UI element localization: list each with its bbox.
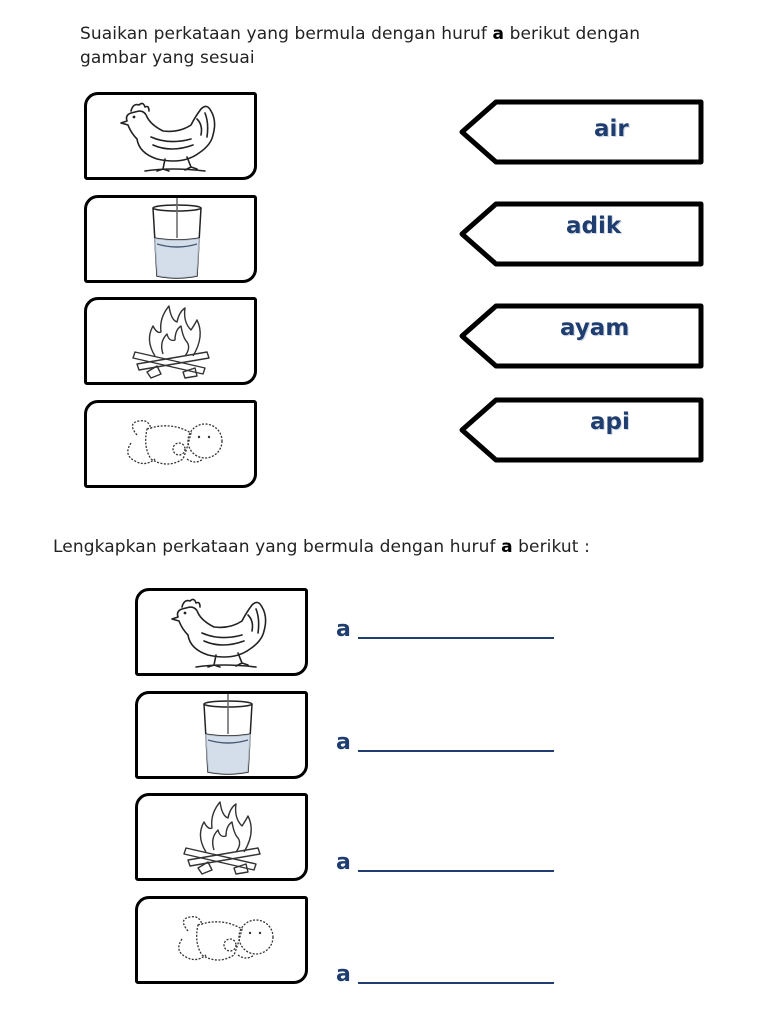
baby-icon bbox=[138, 899, 305, 981]
answer-blank[interactable] bbox=[358, 982, 554, 984]
instruction-letter: a bbox=[492, 24, 505, 44]
picture-card-baby[interactable] bbox=[84, 400, 257, 488]
instruction-text-end: berikut : bbox=[512, 537, 590, 557]
baby-icon bbox=[87, 403, 254, 485]
prefix-letter: a bbox=[336, 850, 351, 875]
instruction-text: Suaikan perkataan yang bermula dengan huruf bbox=[80, 24, 493, 44]
prefix-letter: a bbox=[336, 962, 351, 987]
picture-card-fire bbox=[135, 793, 308, 881]
instruction-letter: a bbox=[501, 537, 513, 557]
picture-card-chicken[interactable] bbox=[84, 92, 257, 180]
campfire-icon bbox=[138, 796, 305, 878]
word-label: api bbox=[590, 409, 630, 435]
word-label: ayam bbox=[560, 315, 630, 341]
word-tag-1[interactable] bbox=[458, 99, 704, 165]
word-label: adik bbox=[566, 213, 622, 239]
picture-card-chicken bbox=[135, 588, 308, 676]
chicken-icon bbox=[87, 95, 254, 177]
word-tag-3[interactable] bbox=[458, 303, 704, 369]
fill-in-row-1 bbox=[336, 617, 556, 647]
picture-card-water[interactable] bbox=[84, 195, 257, 283]
word-tag-4[interactable] bbox=[458, 397, 704, 463]
word-label: air bbox=[594, 116, 629, 142]
campfire-icon bbox=[87, 300, 254, 382]
prefix-letter: a bbox=[336, 730, 351, 755]
instruction-text: Lengkapkan perkataan yang bermula dengan huruf bbox=[53, 537, 502, 557]
fill-in-row-2 bbox=[336, 730, 556, 760]
answer-blank[interactable] bbox=[358, 750, 554, 752]
answer-blank[interactable] bbox=[358, 870, 554, 872]
fill-in-row-4 bbox=[336, 962, 556, 992]
word-tag-2[interactable] bbox=[458, 201, 704, 267]
glass-of-water-icon bbox=[87, 198, 254, 280]
instruction-text-end: berikut dengan gambar yang sesuai bbox=[80, 24, 641, 68]
picture-card-water bbox=[135, 691, 308, 779]
prefix-letter: a bbox=[336, 617, 351, 642]
instruction-complete bbox=[53, 535, 733, 559]
picture-card-baby bbox=[135, 896, 308, 984]
chicken-icon bbox=[138, 591, 305, 673]
answer-blank[interactable] bbox=[358, 637, 554, 639]
fill-in-row-3 bbox=[336, 850, 556, 880]
glass-of-water-icon bbox=[138, 694, 305, 776]
instruction-matching bbox=[80, 22, 680, 70]
picture-card-fire[interactable] bbox=[84, 297, 257, 385]
